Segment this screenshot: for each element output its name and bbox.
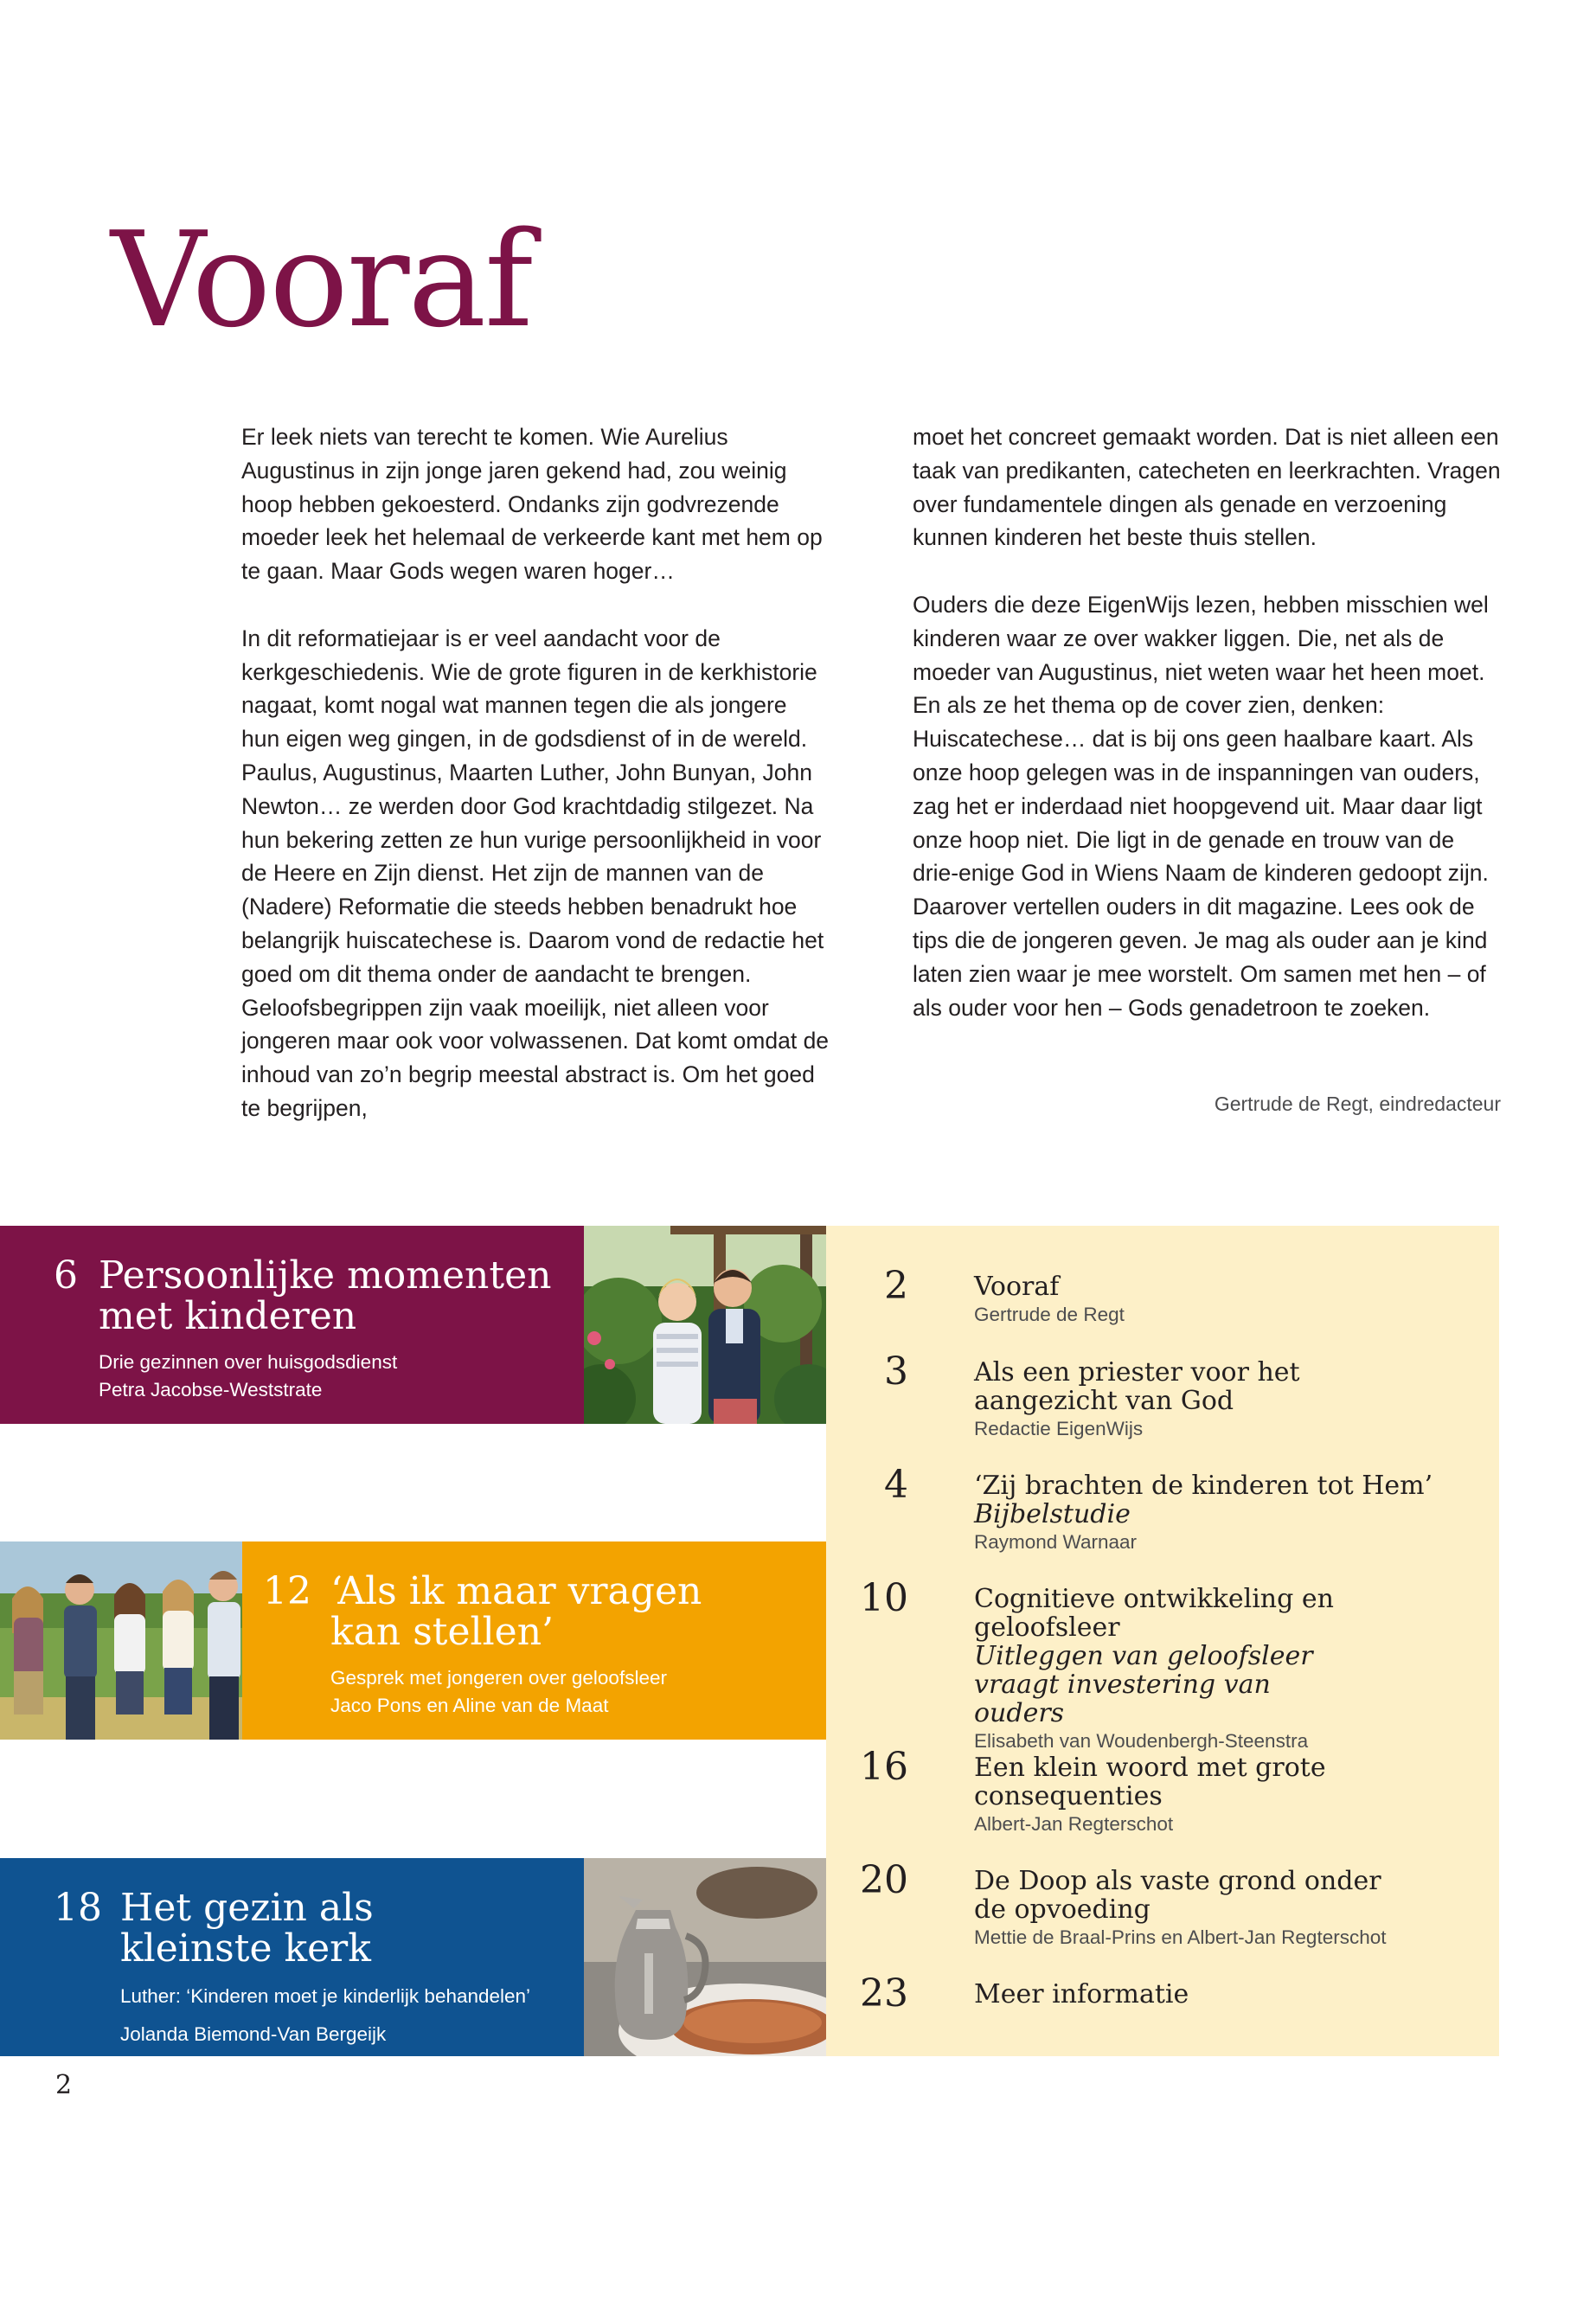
feature-page-number: 6 [54, 1253, 78, 1298]
feature-meta [120, 1977, 530, 2054]
toc-title-text: Cognitieve ontwikkeling en geloofsleer [974, 1584, 1334, 1643]
feature-author: Jolanda Biemond-Van Bergeijk [120, 2023, 387, 2045]
feature-title [330, 1571, 702, 1652]
table-of-contents [826, 1226, 1499, 2056]
toc-title-text: ‘Zij brachten de kinderen tot Hem’ [974, 1471, 1433, 1501]
toc-title [974, 1753, 1346, 1838]
toc-author: Gertrude de Regt [974, 1304, 1125, 1325]
page-number: 2 [55, 2070, 73, 2100]
feature-meta [99, 1349, 397, 1404]
editor-signature: Gertrude de Regt, eindredacteur [1214, 1093, 1501, 1115]
toc-subtitle: Bijbelstudie [974, 1499, 1131, 1529]
youth-group-photo [0, 1541, 242, 1740]
feature-subtitle: Gesprek met jongeren over geloofsleer [330, 1667, 667, 1689]
intro-column-right [913, 420, 1501, 1058]
intro-paragraph: Ouders die deze EigenWijs lezen, hebben misschien wel kinderen waar ze over wakker liggen. Die, net als de moeder van Augustinus, niet weten waar het heen moet. En als ze het thema op de cover zien, denken: Huiscatechese… dat is bij ons geen haalbare kaart. Als onze hoop gelegen was in de inspanningen van ouders, zag het er inderdaad niet hoopgevend uit. Maar daar ligt onze hoop niet. Die ligt in de genade en trouw van de drie-enige God in Wiens Naam de kinderen gedoopt zijn. Daarover vertellen ouders in dit magazine. Lees ook de tips die de jongeren geven. Je mag als ouder aan je kind laten zien waar je mee worstelt. Om samen met hen – of als ouder voor hen – Gods genadetroon te zoeken. [913, 591, 1489, 1021]
toc-title [974, 1471, 1484, 1556]
toc-title-text: De Doop als vaste grond onder de opvoeding [974, 1866, 1381, 1925]
feature-title-line: Het gezin als [120, 1886, 374, 1930]
toc-title-text: Als een priester voor het aangezicht van God [974, 1357, 1300, 1416]
feature-page-number: 18 [54, 1886, 102, 1930]
toc-title [974, 1867, 1407, 1952]
toc-page-number: 16 [860, 1745, 908, 1789]
toc-author: Mettie de Braal-Prins en Albert-Jan Regterschot [974, 1926, 1387, 1948]
toc-page-number: 20 [860, 1858, 908, 1902]
toc-page-number: 10 [860, 1576, 908, 1620]
intro-paragraph: In dit reformatiejaar is er veel aandacht voor de kerkgeschiedenis. Wie de grote figuren in de kerkhistorie nagaat, komt nogal wat mannen tegen die als jongere hun eigen weg gingen, in de godsdienst of in de wereld. Paulus, Augustinus, Maarten Luther, John Bunyan, John Newton… ze werden door God krachtdadig stilgezet. Na hun bekering zetten ze hun vurige persoonlijkheid in voor de Heere en Zijn dienst. Het zijn de mannen van de (Nadere) Reformatie die steeds hebben benadrukt hoe belangrijk huiscatechese is. Daarom vond de redactie het goed om dit thema onder de aandacht te brengen. Geloofsbegrippen zijn vaak moeilijk, niet alleen voor jongeren maar ook voor volwassenen. Dat komt omdat de inhoud van zo’n begrip meestal abstract is. Om het goed te begrijpen, [241, 625, 830, 1121]
feature-title-line: kleinste kerk [120, 1926, 371, 1971]
toc-page-number: 4 [884, 1463, 908, 1507]
toc-author: Albert-Jan Regterschot [974, 1813, 1174, 1835]
feature-title-line: met kinderen [99, 1294, 357, 1338]
feature-title [120, 1888, 374, 1969]
toc-title-text: Meer informatie [974, 1979, 1189, 2009]
toc-title [974, 1980, 1484, 2009]
toc-subtitle: Uitleggen van geloofsleer vraagt investering van ouders [974, 1641, 1313, 1728]
feature-subtitle: Luther: ‘Kinderen moet je kinderlijk behandelen’ [120, 1985, 531, 2007]
feature-title-line: ‘Als ik maar vragen [330, 1569, 702, 1613]
feature-article-12[interactable] [0, 1541, 826, 1740]
feature-title [99, 1255, 551, 1336]
couple-photo [584, 1226, 826, 1424]
toc-title [974, 1358, 1303, 1443]
feature-title-line: kan stellen’ [330, 1610, 554, 1654]
feature-author: Jaco Pons en Aline van de Maat [330, 1695, 609, 1716]
baptism-jug-photo [584, 1858, 826, 2056]
toc-title-text: Vooraf [974, 1272, 1060, 1302]
feature-title-line: Persoonlijke momenten [99, 1253, 552, 1298]
feature-page-number: 12 [263, 1569, 311, 1613]
toc-page-number: 2 [884, 1264, 908, 1308]
feature-subtitle: Drie gezinnen over huisgodsdienst [99, 1351, 398, 1373]
intro-column-left [241, 420, 830, 1159]
toc-page-number: 23 [860, 1971, 908, 2016]
toc-title [974, 1585, 1355, 1755]
feature-author: Petra Jacobse-Weststrate [99, 1379, 323, 1400]
toc-page-number: 3 [884, 1349, 908, 1394]
toc-title [974, 1272, 1484, 1329]
toc-title-text: Een klein woord met grote consequenties [974, 1753, 1326, 1811]
feature-article-18[interactable] [0, 1858, 826, 2056]
intro-paragraph: Er leek niets van terecht te komen. Wie Aurelius Augustinus in zijn jonge jaren gekend had, zou weinig hoop hebben gekoesterd. Ondanks zijn godvrezende moeder leek het helemaal de verkeerde kant met hem op te gaan. Maar Gods wegen waren hoger… [241, 424, 823, 585]
feature-meta [330, 1664, 667, 1720]
feature-article-6[interactable] [0, 1226, 826, 1424]
toc-author: Raymond Warnaar [974, 1531, 1137, 1553]
intro-paragraph: moet het concreet gemaakt worden. Dat is niet alleen een taak van predikanten, catecheten en leerkrachten. Vragen over fundamentele dingen als genade en verzoening kunnen kinderen het beste thuis stellen. [913, 424, 1501, 551]
page-title: Vooraf [111, 203, 532, 356]
toc-author: Redactie EigenWijs [974, 1418, 1144, 1439]
toc-author: Elisabeth van Woudenbergh-Steenstra [974, 1730, 1309, 1752]
